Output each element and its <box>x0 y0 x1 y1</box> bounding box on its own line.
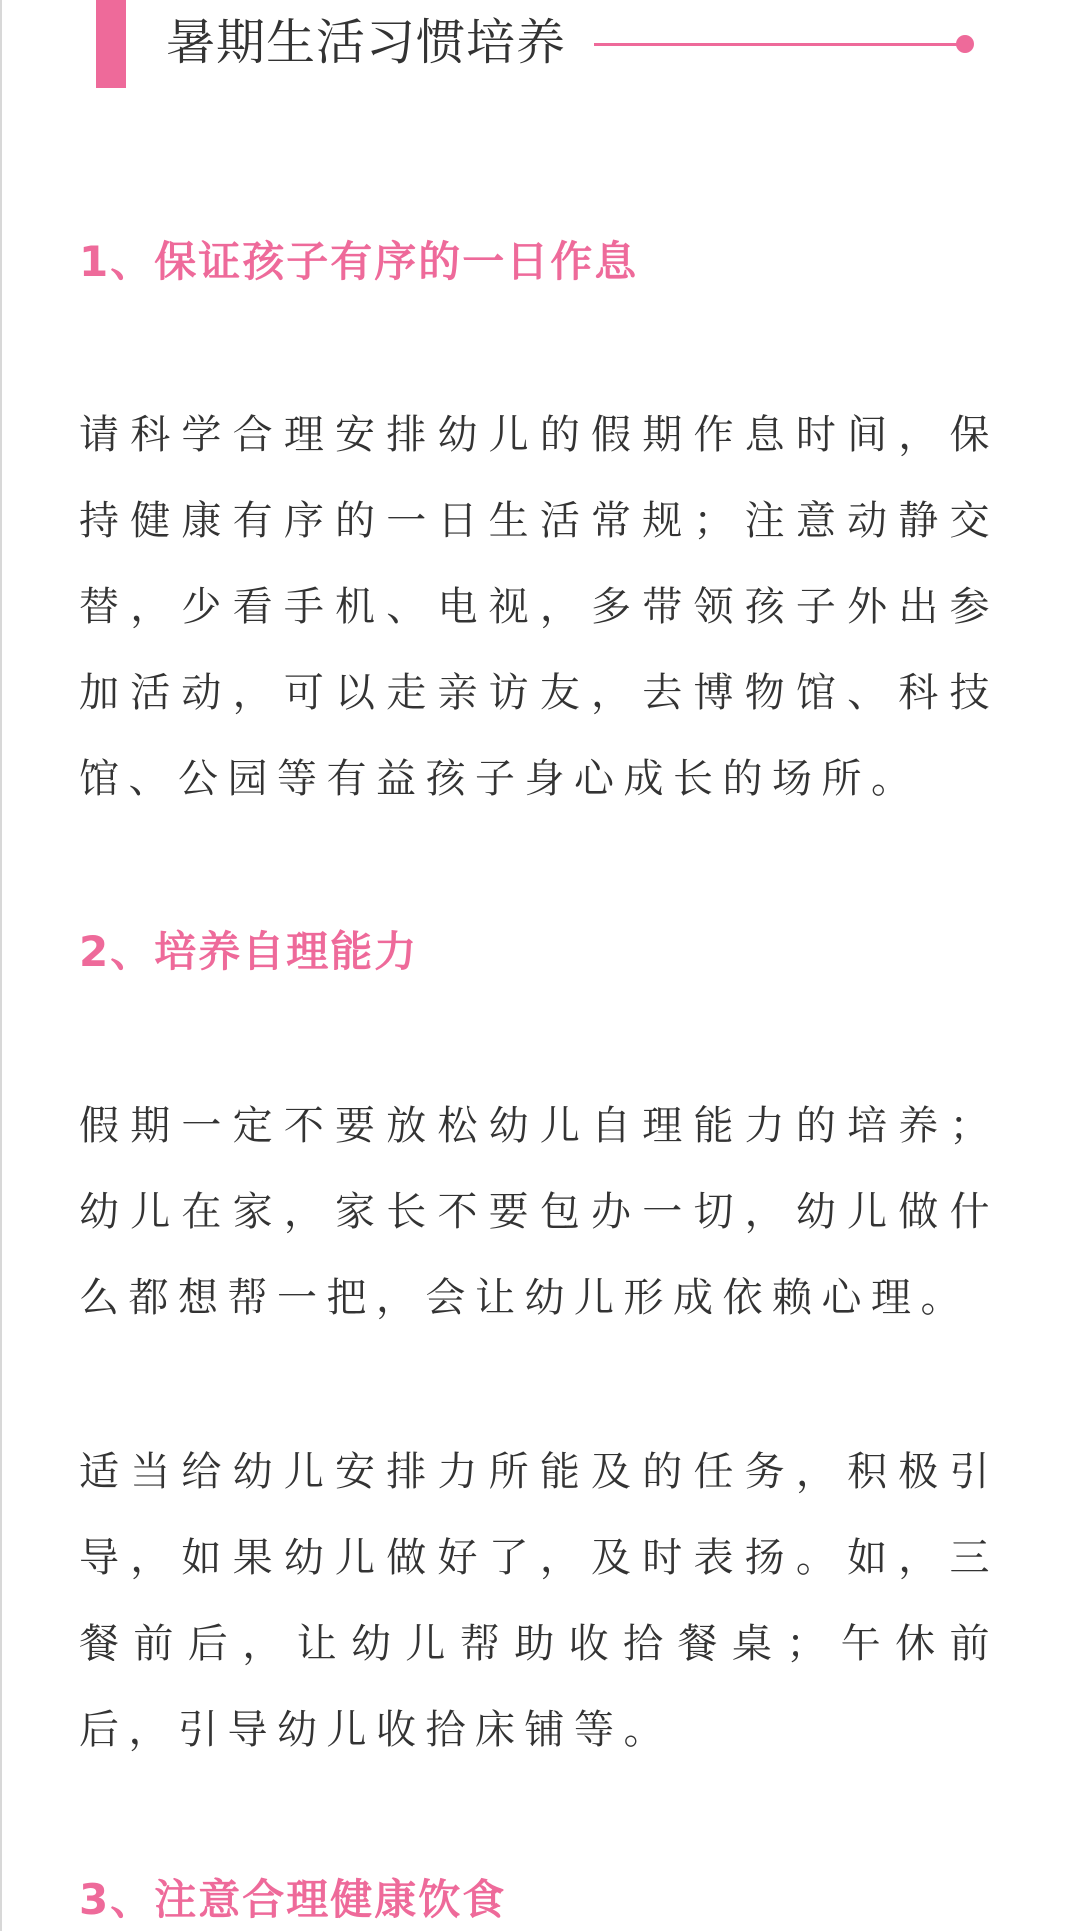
header-decor-line <box>594 43 958 46</box>
header-title: 暑期生活习惯培养 <box>166 14 567 71</box>
section-heading-3: 3、注意合理健康饮食 <box>79 1875 507 1924</box>
header-decor-dot <box>956 35 974 53</box>
section-heading-2: 2、培养自理能力 <box>79 927 419 976</box>
page-left-border <box>0 0 2 1931</box>
section-header <box>0 0 1080 88</box>
section-heading-1: 1、保证孩子有序的一日作息 <box>79 237 639 286</box>
section-2-paragraph-1: 假期一定不要放松幼儿自理能力的培养；幼儿在家，家长不要包办一切，幼儿做什么都想帮一把，会让幼儿形成依赖心理。 <box>79 1103 999 1321</box>
header-accent-bar <box>96 0 126 88</box>
section-1-paragraph-1: 请科学合理安排幼儿的假期作息时间，保持健康有序的一日生活常规；注意动静交替，少看手机、电视，多带领孩子外出参加活动，可以走亲访友，去博物馆、科技馆、公园等有益孩子身心成长的场所。 <box>79 412 999 802</box>
section-2-paragraph-2: 适当给幼儿安排力所能及的任务，积极引导，如果幼儿做好了，及时表扬。如，三餐前后，让幼儿帮助收拾餐桌；午休前后，引导幼儿收拾床铺等。 <box>79 1449 999 1753</box>
